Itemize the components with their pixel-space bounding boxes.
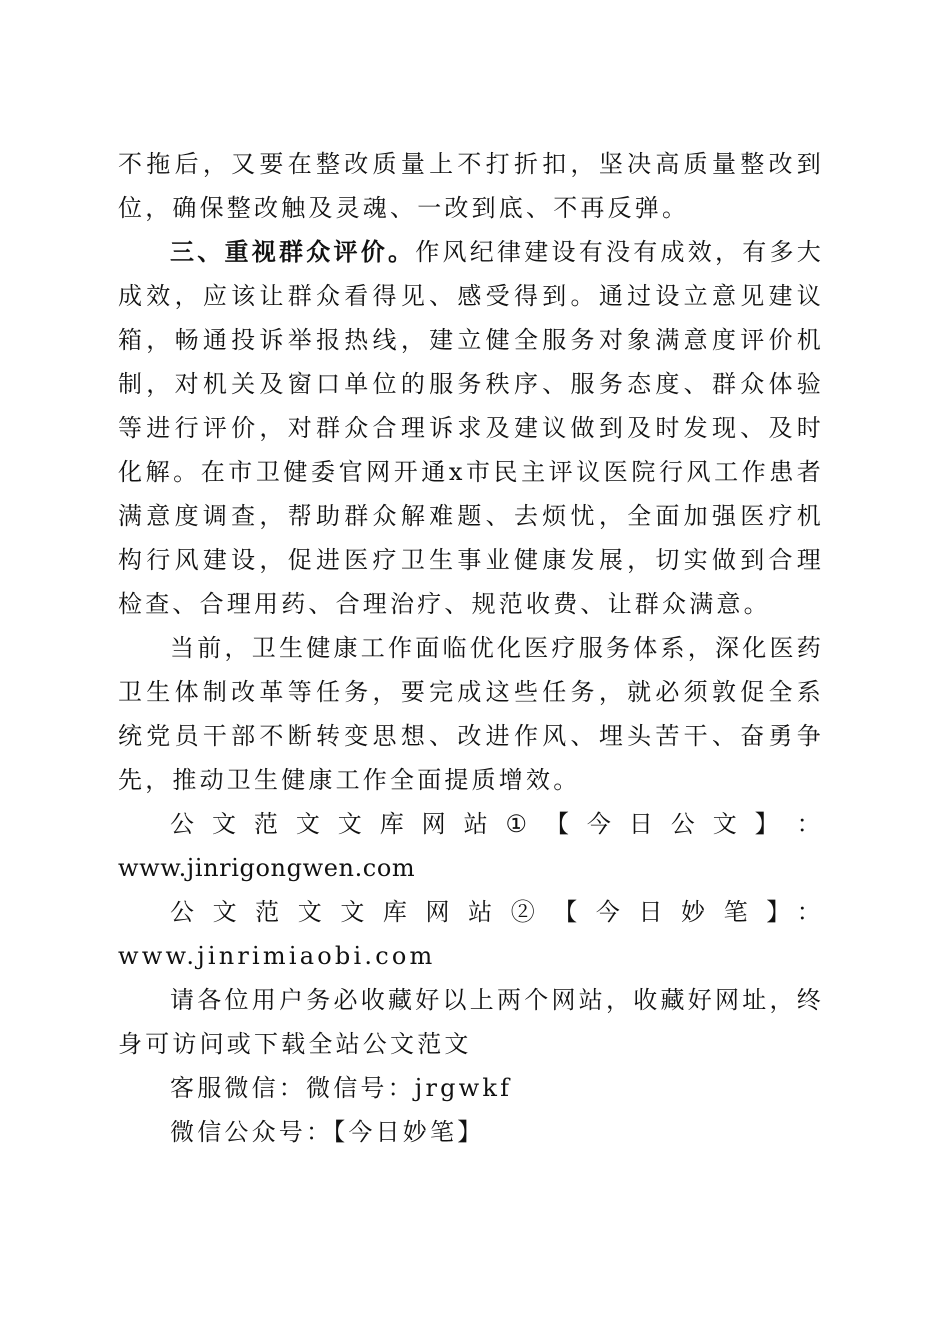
- site1-char: 日: [628, 810, 657, 838]
- site1-char: 范: [253, 810, 282, 838]
- site1-char: 今: [586, 810, 615, 838]
- site-line-two: 公文范文文库网站②【今日妙笔】：www.jinrimiaobi.com: [118, 898, 824, 970]
- site1-char: 公: [670, 810, 698, 838]
- site-line-one: [118, 802, 824, 846]
- wechat-public-account: 微信公众号：【今日妙笔】: [170, 1118, 485, 1146]
- site1-char: 文: [211, 810, 240, 838]
- site1-char: 文: [295, 810, 324, 838]
- site1-char: 站: [463, 810, 491, 838]
- site1-char: 库: [379, 810, 407, 838]
- document-body: [118, 142, 824, 1154]
- site1-char: 】: [754, 810, 782, 838]
- section-heading: 三、重视群众评价。: [170, 237, 416, 266]
- section-body: 作风纪律建设有没有成效，有多大成效，应该让群众看得见、感受得到。通过设立意见建议箱，畅通投诉举报热线，建立健全服务对象满意度评价机制，对机关及窗口单位的服务秩序、服务态度、群众体验等进行评价，对群众合理诉求及建议做到及时发现、及时化解。在市卫健委官网开通x市民主评议医院行风工作患者满意度调查，帮助群众解难题、去烦忧，全面加强医疗机构行风建设，促进医疗卫生事业健康发展，切实做到合理检查、合理用药、合理治疗、规范收费、让群众满意。: [118, 238, 824, 618]
- site1-char: ：: [796, 810, 824, 838]
- paragraph-conclusion: 当前，卫生健康工作面临优化医疗服务体系，深化医药卫生体制改革等任务，要完成这些任务，就必须敦促全系统党员干部不断转变思想、改进作风、埋头苦干、奋勇争先，推动卫生健康工作全面提质增效。: [118, 634, 824, 794]
- site-one-url: www.jinrigongwen.com: [118, 854, 416, 882]
- site1-char: ①: [505, 810, 531, 838]
- site1-char: 【: [544, 810, 573, 838]
- site1-char: 文: [712, 810, 740, 838]
- site1-char: 文: [337, 810, 365, 838]
- paragraph-continuation: 不拖后，又要在整改质量上不打折扣，坚决高质量整改到位，确保整改触及灵魂、一改到底、不再反弹。: [118, 150, 824, 222]
- bookmark-notice: 请各位用户务必收藏好以上两个网站，收藏好网址，终身可访问或下载全站公文范文: [118, 986, 824, 1058]
- site1-char: 公: [170, 810, 198, 838]
- site1-char: 网: [421, 810, 449, 838]
- wechat-service: 客服微信：微信号：jrgwkf: [170, 1074, 513, 1102]
- paragraph-section-three: [118, 230, 824, 626]
